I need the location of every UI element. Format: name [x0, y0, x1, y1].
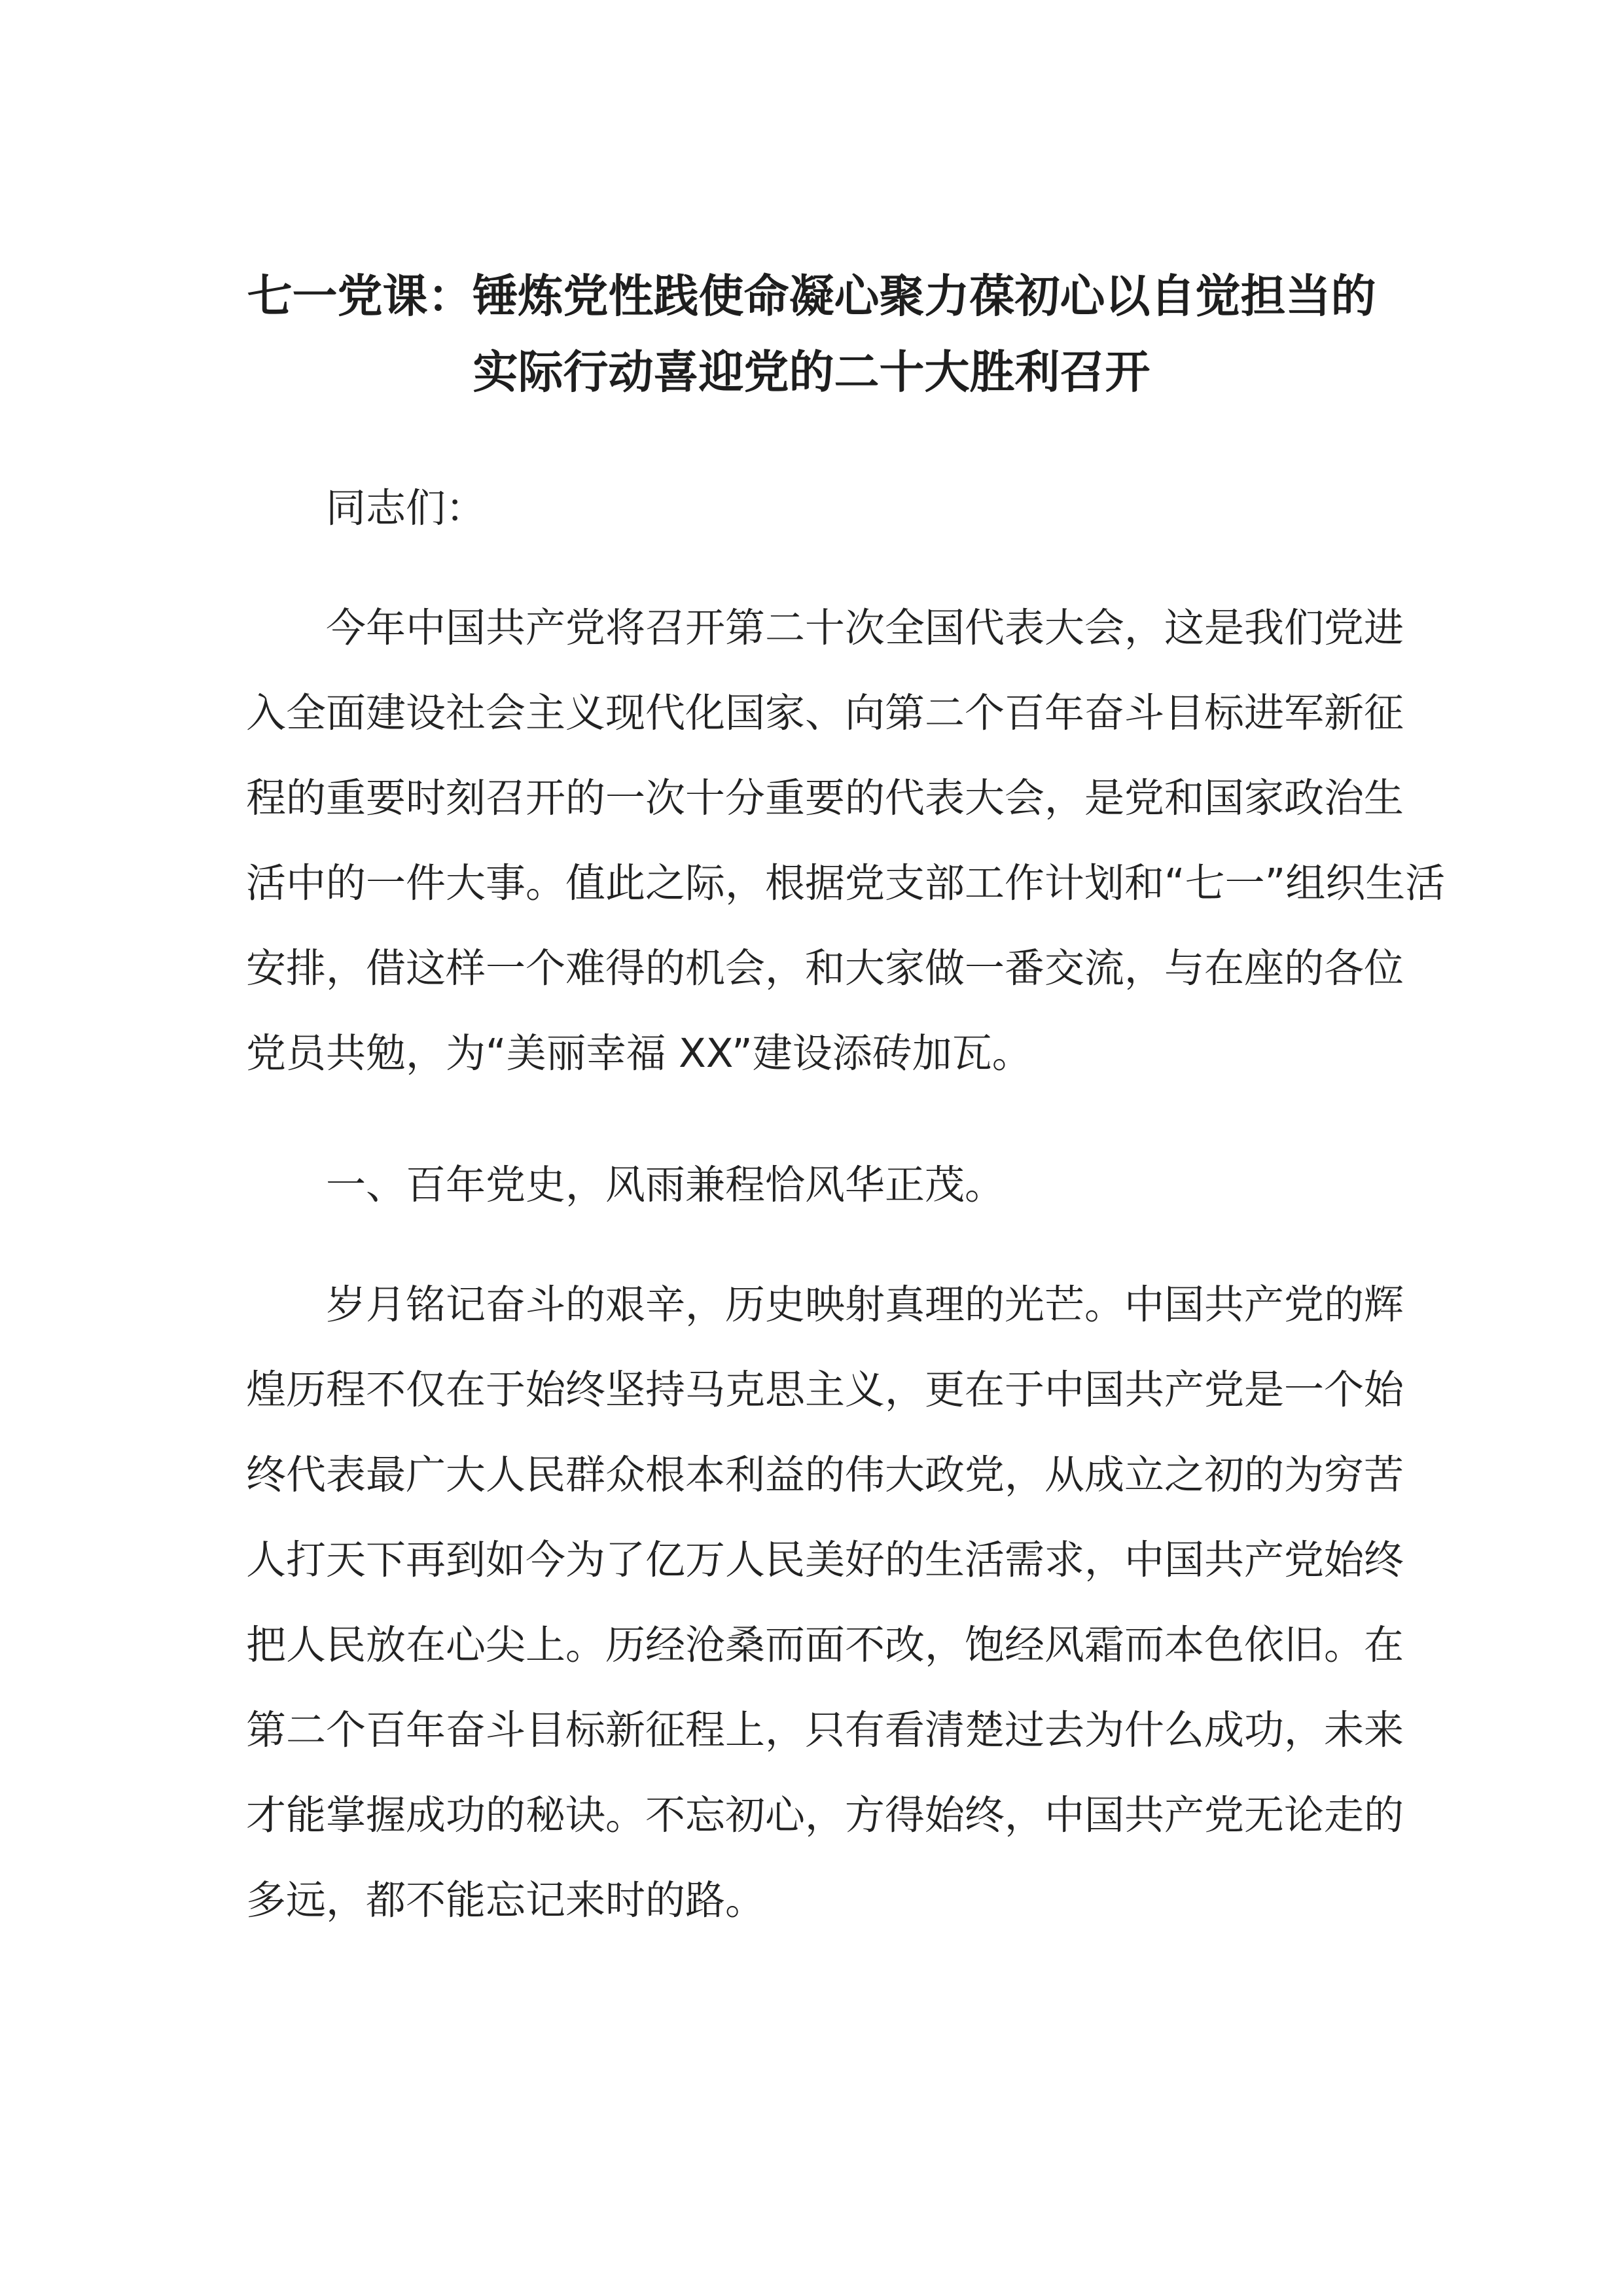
title-line: 七一党课：锤炼党性践使命凝心聚力葆初心以自觉担当的 [247, 270, 1376, 323]
document-title [246, 259, 1377, 410]
paragraph-line: 安排，借这样一个难得的机会，和大家做一番交流，与在座的各位 [246, 945, 1404, 992]
title-line: 实际行动喜迎党的二十大胜利召开 [473, 346, 1150, 399]
paragraph-2 [246, 1263, 1404, 1943]
paragraph-line: 岁月铭记奋斗的艰辛，历史映射真理的光芒。中国共产党的辉 [326, 1282, 1404, 1328]
greeting-text: 同志们： [326, 485, 486, 531]
paragraph-line: 煌历程不仅在于始终坚持马克思主义，更在于中国共产党是一个始 [246, 1367, 1404, 1413]
paragraph-line: 才能掌握成功的秘诀。不忘初心，方得始终，中国共产党无论走的 [246, 1792, 1404, 1839]
greeting [246, 466, 1377, 551]
paragraph-line: 人打天下再到如今为了亿万人民美好的生活需求，中国共产党始终 [246, 1537, 1404, 1583]
paragraph-line: 多远，都不能忘记来时的路。 [246, 1877, 766, 1924]
paragraph-line: 程的重要时刻召开的一次十分重要的代表大会，是党和国家政治生 [246, 775, 1404, 821]
paragraph-line: 活中的一件大事。值此之际，根据党支部工作计划和“七一”组织生活 [246, 860, 1446, 906]
paragraph-line: 终代表最广大人民群众根本利益的伟大政党，从成立之初的为穷苦 [246, 1452, 1404, 1498]
paragraph-line: 把人民放在心尖上。历经沧桑而面不改，饱经风霜而本色依旧。在 [246, 1622, 1404, 1668]
section-heading-text: 一、百年党史，风雨兼程恰风华正茂。 [326, 1162, 1005, 1208]
paragraph-line: 党员共勉，为“美丽幸福 XX”建设添砖加瓦。 [246, 1030, 1032, 1077]
section-heading-1 [246, 1143, 1377, 1228]
paragraph-line: 今年中国共产党将召开第二十次全国代表大会，这是我们党进 [326, 605, 1404, 651]
paragraph-line: 第二个百年奋斗目标新征程上，只有看清楚过去为什么成功，未来 [246, 1707, 1404, 1753]
paragraph-line: 入全面建设社会主义现代化国家、向第二个百年奋斗目标进军新征 [246, 690, 1404, 736]
paragraph-1 [246, 586, 1446, 1096]
